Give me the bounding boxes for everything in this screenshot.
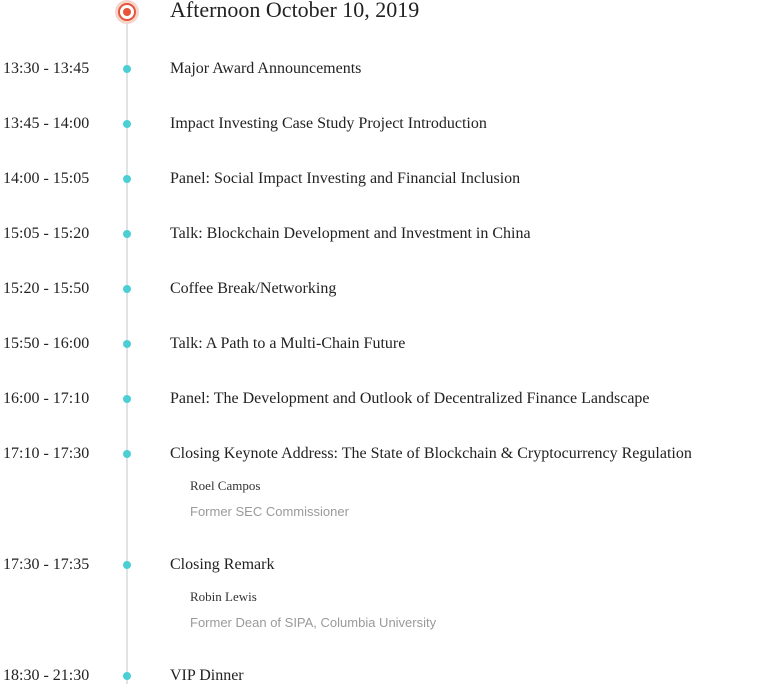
event-title: Panel: The Development and Outlook of Decentralized Finance Landscape	[170, 390, 650, 407]
schedule-item	[0, 56, 764, 82]
event-time: 17:10 - 17:30	[3, 445, 90, 462]
event-title: Talk: A Path to a Multi-Chain Future	[170, 335, 406, 352]
event-title: Closing Remark	[170, 556, 275, 573]
timeline-dot-icon	[123, 65, 131, 73]
speaker-name: Roel Campos	[190, 478, 261, 493]
event-time: 16:00 - 17:10	[3, 390, 90, 407]
timeline-dot-icon	[123, 340, 131, 348]
event-time: 15:50 - 16:00	[3, 335, 90, 352]
event-title: VIP Dinner	[170, 667, 244, 684]
timeline-dot-icon	[123, 175, 131, 183]
speaker-role: Former Dean of SIPA, Columbia University	[190, 615, 437, 630]
event-time: 15:05 - 15:20	[3, 225, 90, 242]
event-time: 15:20 - 15:50	[3, 280, 90, 297]
target-marker-icon	[115, 0, 139, 24]
timeline-dot-icon	[123, 672, 131, 680]
timeline-dot-icon	[123, 561, 131, 569]
schedule-item	[0, 276, 764, 302]
section-title: Afternoon October 10, 2019	[170, 0, 420, 22]
schedule-item	[0, 552, 764, 578]
speaker-name: Robin Lewis	[190, 589, 257, 604]
event-title: Talk: Blockchain Development and Investment in China	[170, 225, 531, 242]
timeline-dot-icon	[123, 120, 131, 128]
schedule-item	[0, 166, 764, 192]
event-title: Coffee Break/Networking	[170, 280, 337, 297]
event-time: 17:30 - 17:35	[3, 556, 90, 573]
event-title: Impact Investing Case Study Project Introduction	[170, 115, 487, 132]
schedule-item	[0, 111, 764, 137]
event-time: 13:45 - 14:00	[3, 115, 90, 132]
timeline-dot-icon	[123, 230, 131, 238]
schedule-item	[0, 663, 764, 689]
schedule-item	[0, 221, 764, 247]
schedule-item	[0, 386, 764, 412]
event-time: 13:30 - 13:45	[3, 60, 90, 77]
timeline-dot-icon	[123, 285, 131, 293]
speaker-role: Former SEC Commissioner	[190, 504, 349, 519]
timeline-dot-icon	[123, 450, 131, 458]
event-title: Closing Keynote Address: The State of Blockchain & Cryptocurrency Regulation	[170, 445, 692, 462]
event-title: Major Award Announcements	[170, 60, 362, 77]
event-time: 18:30 - 21:30	[3, 667, 90, 684]
event-time: 14:00 - 15:05	[3, 170, 90, 187]
schedule-item	[0, 441, 764, 467]
schedule-item	[0, 331, 764, 357]
event-title: Panel: Social Impact Investing and Financial Inclusion	[170, 170, 521, 187]
timeline-dot-icon	[123, 395, 131, 403]
